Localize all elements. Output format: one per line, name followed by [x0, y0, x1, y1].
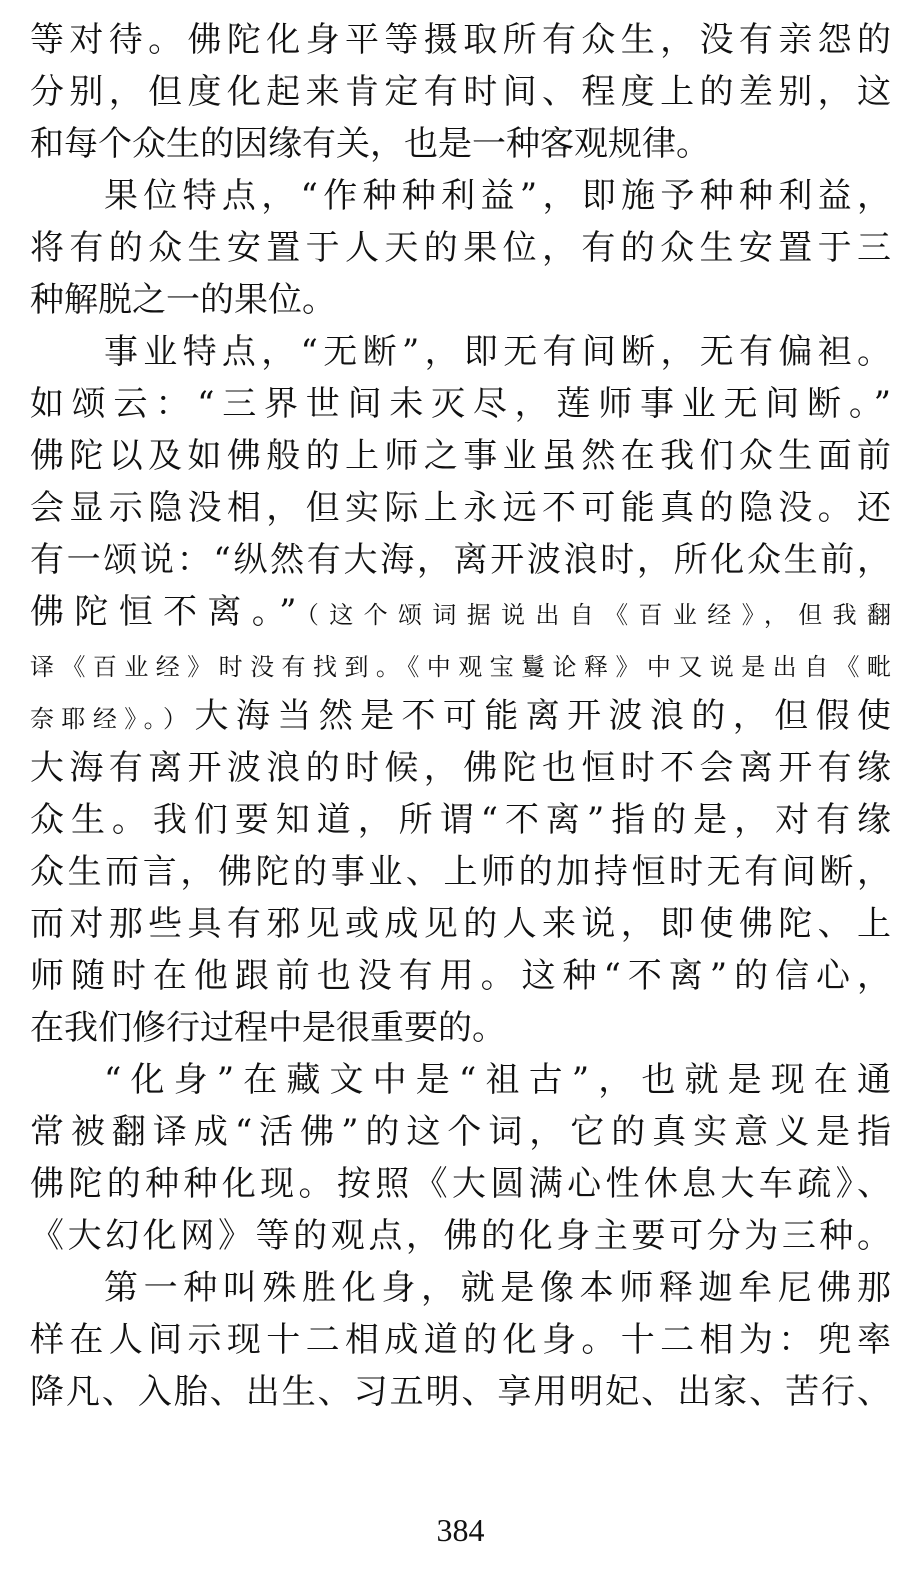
text-line: 将有的众生安置于人天的果位，有的众生安置于三: [30, 228, 891, 268]
text-line: 果位特点，“作种种利益”，即施予种种利益，: [104, 176, 891, 216]
text-line: 在我们修行过程中是很重要的。: [30, 1008, 506, 1048]
text-line: 佛陀的种种化现。按照《大圆满心性休息大车疏》、: [30, 1164, 891, 1204]
text-line: 大海有离开波浪的时候，佛陀也恒时不会离开有缘: [30, 748, 891, 788]
text-line: 和每个众生的因缘有关，也是一种客观规律。: [30, 124, 710, 164]
text-line: 《大幻化网》等的观点，佛的化身主要可分为三种。: [30, 1216, 891, 1256]
source-note: （这个颂词据说出自《百业经》，但我翻: [296, 601, 892, 629]
text-line: 有一颂说：“纵然有大海，离开波浪时，所化众生前，: [30, 540, 891, 580]
text-line: 等对待。佛陀化身平等摄取所有众生，没有亲怨的: [30, 20, 891, 60]
source-note: 译《百业经》时没有找到。《中观宝鬘论释》中又说是出自《毗: [30, 653, 891, 681]
text-line: 佛陀以及如佛般的上师之事业虽然在我们众生面前: [30, 436, 891, 476]
text-line: 师随时在他跟前也没有用。这种“不离”的信心，: [30, 956, 891, 996]
text-line-note: [30, 634, 891, 694]
text-line-with-note: [30, 582, 891, 642]
text-line: 降凡、入胎、出生、习五明、享用明妃、出家、苦行、: [30, 1372, 891, 1412]
text-line: 事业特点，“无断”，即无有间断，无有偏袒。: [104, 332, 891, 372]
text-line: 常被翻译成“活佛”的这个词，它的真实意义是指: [30, 1112, 891, 1152]
page-number: 384: [436, 1512, 485, 1548]
source-note: 奈耶经》。）: [30, 705, 195, 733]
text-line: 众生而言，佛陀的事业、上师的加持恒时无有间断，: [30, 852, 891, 892]
text-line: “化身”在藏文中是“祖古”，也就是现在通: [104, 1060, 891, 1100]
text-line: 样在人间示现十二相成道的化身。十二相为：兜率: [30, 1320, 891, 1360]
text-line: 种解脱之一的果位。: [30, 280, 336, 320]
text-line: 会显示隐没相，但实际上永远不可能真的隐没。还: [30, 488, 891, 528]
main-text: 大海当然是不可能离开波浪的，但假使: [194, 696, 892, 736]
text-line: 分别，但度化起来肯定有时间、程度上的差别，这: [30, 72, 891, 112]
text-line: 众生。我们要知道，所谓“不离”指的是，对有缘: [30, 800, 891, 840]
text-line: 而对那些具有邪见或成见的人来说，即使佛陀、上: [30, 904, 891, 944]
text-line: 第一种叫殊胜化身，就是像本师释迦牟尼佛那: [104, 1268, 891, 1308]
text-line-with-note: [30, 686, 891, 746]
verse-end: 佛陀恒不离。”: [30, 592, 297, 632]
text-line: 如颂云：“三界世间未灭尽，莲师事业无间断。”: [30, 384, 891, 424]
